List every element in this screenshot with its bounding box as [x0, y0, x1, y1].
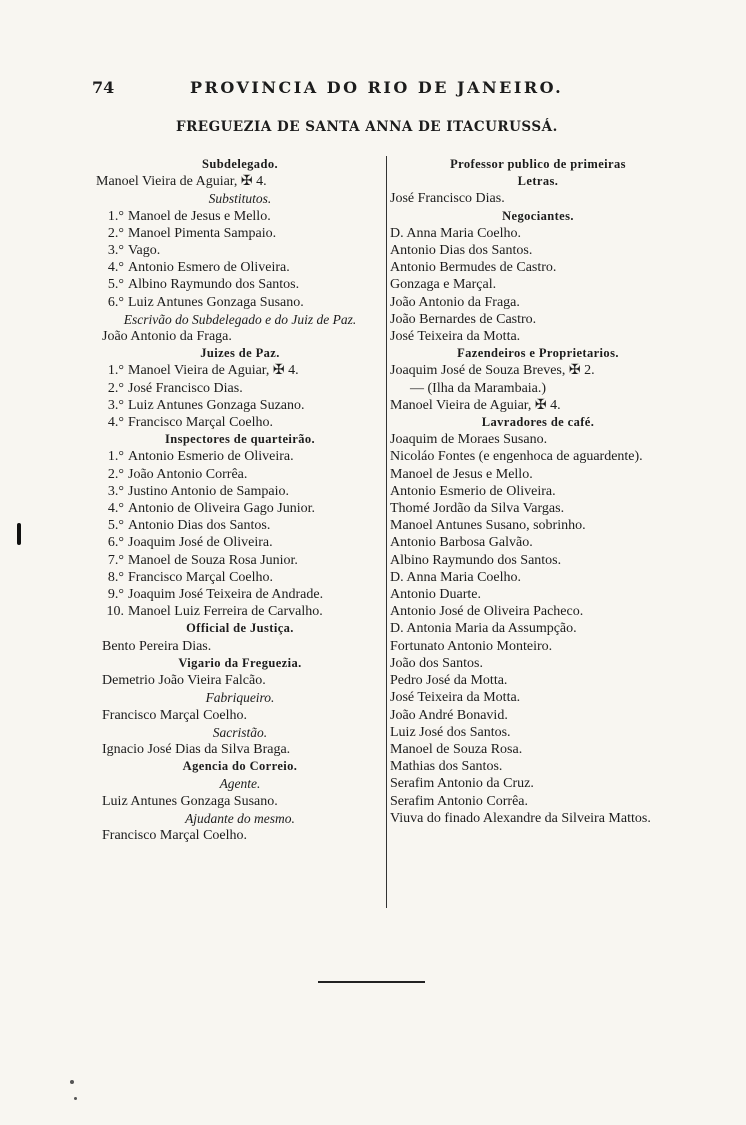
inspector-ordinal: 1.°	[107, 449, 124, 465]
substituto-ordinal: 2.°	[107, 225, 124, 241]
juiz-name: José Francisco Dias.	[128, 380, 243, 396]
negociante-item: Antonio Dias dos Santos.	[390, 243, 533, 259]
substituto-ordinal: 1.°	[107, 208, 124, 224]
ink-speck	[70, 1080, 74, 1084]
substitutos-heading: Substitutos.	[208, 191, 272, 207]
inspector-name: Antonio Esmerio de Oliveira.	[128, 449, 294, 465]
negociante-item: João Bernardes de Castro.	[390, 311, 537, 327]
inspector-item	[96, 552, 384, 569]
substituto-item	[96, 259, 384, 276]
ajudante-heading: Ajudante do mesmo.	[185, 810, 295, 826]
sacristao-name: Ignacio José Dias da Silva Braga.	[102, 741, 291, 757]
agente-name: Luiz Antunes Gonzaga Susano.	[102, 793, 278, 809]
inspector-item	[96, 603, 384, 620]
negociante-item: João Antonio da Fraga.	[390, 294, 520, 310]
juiz-item	[96, 362, 384, 379]
inspector-item	[96, 448, 384, 465]
inspector-item	[96, 483, 384, 500]
page-number: 74	[92, 78, 115, 97]
inspector-ordinal: 6.°	[107, 535, 124, 551]
professor-name: José Francisco Dias.	[390, 191, 505, 207]
lavrador-item: Serafim Antonio da Cruz.	[390, 776, 534, 792]
agencia-heading: Agencia do Correio.	[182, 759, 298, 774]
lavrador-item: Albino Raymundo dos Santos.	[390, 552, 562, 568]
substitutos-list	[96, 208, 384, 311]
lavrador-item: Serafim Antonio Corrêa.	[390, 793, 529, 809]
juizes-heading: Juizes de Paz.	[200, 346, 280, 361]
inspector-item	[96, 569, 384, 586]
left-column	[96, 156, 384, 844]
subdelegado-name: Manoel Vieira de Aguiar, ✠ 4.	[96, 174, 267, 190]
substituto-name: Luiz Antunes Gonzaga Susano.	[128, 294, 304, 310]
lavrador-item: Antonio Barbosa Galvão.	[390, 535, 533, 551]
inspector-name: Manoel Luiz Ferreira de Carvalho.	[128, 604, 323, 620]
inspector-ordinal: 2.°	[107, 466, 124, 482]
juiz-item	[96, 380, 384, 397]
sacristao-heading: Sacristão.	[212, 724, 268, 740]
fazendeiro-item-cont: — (Ilha da Marambaia.)	[410, 380, 547, 396]
substituto-ordinal: 3.°	[107, 243, 124, 259]
substituto-ordinal: 6.°	[107, 294, 124, 310]
inspector-item	[96, 534, 384, 551]
substituto-ordinal: 4.°	[107, 260, 124, 276]
closing-rule	[318, 981, 425, 983]
vigario-heading: Vigario da Freguezia.	[178, 655, 302, 670]
running-title: PROVINCIA DO RIO DE JANEIRO.	[190, 78, 564, 97]
juiz-name: Manoel Vieira de Aguiar, ✠ 4.	[128, 363, 299, 379]
lavrador-item: Viuva do finado Alexandre da Silveira Mattos.	[390, 810, 651, 826]
official-name: Bento Pereira Dias.	[102, 638, 212, 654]
inspector-ordinal: 10.	[106, 604, 124, 620]
negociantes-list	[390, 225, 686, 345]
substituto-item	[96, 294, 384, 311]
inspector-ordinal: 3.°	[107, 483, 124, 499]
lavrador-item: João André Bonavid.	[390, 707, 508, 723]
substituto-name: Vago.	[128, 243, 161, 259]
juiz-name: Francisco Marçal Coelho.	[128, 415, 274, 431]
negociante-item: D. Anna Maria Coelho.	[390, 225, 522, 241]
inspector-name: João Antonio Corrêa.	[128, 466, 248, 482]
inspector-item	[96, 466, 384, 483]
inspector-name: Justino Antonio de Sampaio.	[128, 483, 289, 499]
escrivao-name: João Antonio da Fraga.	[102, 329, 232, 345]
lavrador-item: Manoel Antunes Susano, sobrinho.	[390, 518, 586, 534]
juiz-item	[96, 397, 384, 414]
inspector-ordinal: 4.°	[107, 501, 124, 517]
fabriqueiro-name: Francisco Marçal Coelho.	[102, 707, 248, 723]
lavrador-item: Manoel de Souza Rosa.	[390, 741, 523, 757]
lavrador-item: D. Antonia Maria da Assumpção.	[390, 621, 577, 637]
vigario-name: Demetrio João Vieira Falcão.	[102, 673, 266, 689]
inspector-item	[96, 500, 384, 517]
lavrador-item: José Teixeira da Motta.	[390, 690, 521, 706]
professor-heading-cont: Letras.	[517, 174, 559, 189]
inspectores-heading: Inspectores de quarteirão.	[164, 432, 316, 447]
inspector-name: Antonio de Oliveira Gago Junior.	[128, 501, 316, 517]
ink-speck	[74, 1097, 77, 1100]
inspector-ordinal: 8.°	[107, 569, 124, 585]
fazendeiro-item: Joaquim José de Souza Breves, ✠ 2.	[390, 363, 595, 379]
professor-heading: Professor publico de primeiras	[450, 157, 626, 171]
inspector-ordinal: 5.°	[107, 518, 124, 534]
official-heading: Official de Justiça.	[186, 621, 294, 636]
lavrador-item: Pedro José da Motta.	[390, 673, 508, 689]
lavradores-list	[390, 431, 686, 827]
lavradores-heading: Lavradores de café.	[481, 415, 595, 430]
lavrador-item: Antonio Esmerio de Oliveira.	[390, 483, 556, 499]
substituto-item	[96, 242, 384, 259]
inspector-name: Joaquim José de Oliveira.	[128, 535, 273, 551]
juiz-name: Luiz Antunes Gonzaga Suzano.	[128, 397, 305, 413]
substituto-name: Manoel Pimenta Sampaio.	[128, 225, 277, 241]
lavrador-item: Joaquim de Moraes Susano.	[390, 432, 548, 448]
inspector-item	[96, 586, 384, 603]
negociante-item: José Teixeira da Motta.	[390, 329, 521, 345]
substituto-item	[96, 208, 384, 225]
section-title: FREGUEZIA DE SANTA ANNA DE ITACURUSSÁ.	[176, 119, 558, 135]
substituto-item	[96, 276, 384, 293]
negociante-item: Antonio Bermudes de Castro.	[390, 260, 557, 276]
juiz-ordinal: 3.°	[107, 397, 124, 413]
agente-heading: Agente.	[219, 776, 261, 792]
juiz-ordinal: 2.°	[107, 380, 124, 396]
substituto-name: Manoel de Jesus e Mello.	[128, 208, 271, 224]
inspector-name: Joaquim José Teixeira de Andrade.	[128, 587, 324, 603]
substituto-name: Antonio Esmero de Oliveira.	[128, 260, 290, 276]
inspector-ordinal: 9.°	[107, 587, 124, 603]
lavrador-item: Antonio José de Oliveira Pacheco.	[390, 604, 584, 620]
substituto-item	[96, 225, 384, 242]
lavrador-item: Mathias dos Santos.	[390, 759, 503, 775]
juiz-ordinal: 1.°	[107, 363, 124, 379]
inspector-item	[96, 517, 384, 534]
lavrador-item: Thomé Jordão da Silva Vargas.	[390, 501, 565, 517]
lavrador-item: D. Anna Maria Coelho.	[390, 569, 522, 585]
inspectores-list	[96, 448, 384, 620]
right-column	[390, 156, 686, 827]
inspector-name: Manoel de Souza Rosa Junior.	[128, 552, 298, 568]
subdelegado-heading: Subdelegado.	[201, 157, 278, 171]
margin-mark	[17, 523, 21, 545]
juizes-list	[96, 362, 384, 431]
fabriqueiro-heading: Fabriqueiro.	[205, 690, 275, 706]
juiz-ordinal: 4.°	[107, 415, 124, 431]
fazendeiro-item: Manoel Vieira de Aguiar, ✠ 4.	[390, 397, 561, 413]
ajudante-name: Francisco Marçal Coelho.	[102, 827, 248, 843]
substituto-name: Albino Raymundo dos Santos.	[128, 277, 300, 293]
fazendeiros-heading: Fazendeiros e Proprietarios.	[457, 346, 619, 361]
negociante-item: Gonzaga e Marçal.	[390, 277, 497, 293]
lavrador-item: Nicoláo Fontes (e engenhoca de aguardente).	[390, 449, 643, 465]
inspector-name: Francisco Marçal Coelho.	[128, 569, 274, 585]
column-divider	[386, 156, 387, 908]
lavrador-item: Luiz José dos Santos.	[390, 724, 511, 740]
inspector-name: Antonio Dias dos Santos.	[128, 518, 271, 534]
negociantes-heading: Negociantes.	[502, 208, 574, 223]
escrivao-heading: Escrivão do Subdelegado e do Juiz de Paz.	[123, 311, 357, 327]
lavrador-item: Manoel de Jesus e Mello.	[390, 466, 533, 482]
inspector-ordinal: 7.°	[107, 552, 124, 568]
juiz-item	[96, 414, 384, 431]
lavrador-item: Antonio Duarte.	[390, 587, 481, 603]
lavrador-item: Fortunato Antonio Monteiro.	[390, 638, 553, 654]
lavrador-item: João dos Santos.	[390, 655, 483, 671]
substituto-ordinal: 5.°	[107, 277, 124, 293]
fazendeiros-list	[390, 362, 686, 414]
